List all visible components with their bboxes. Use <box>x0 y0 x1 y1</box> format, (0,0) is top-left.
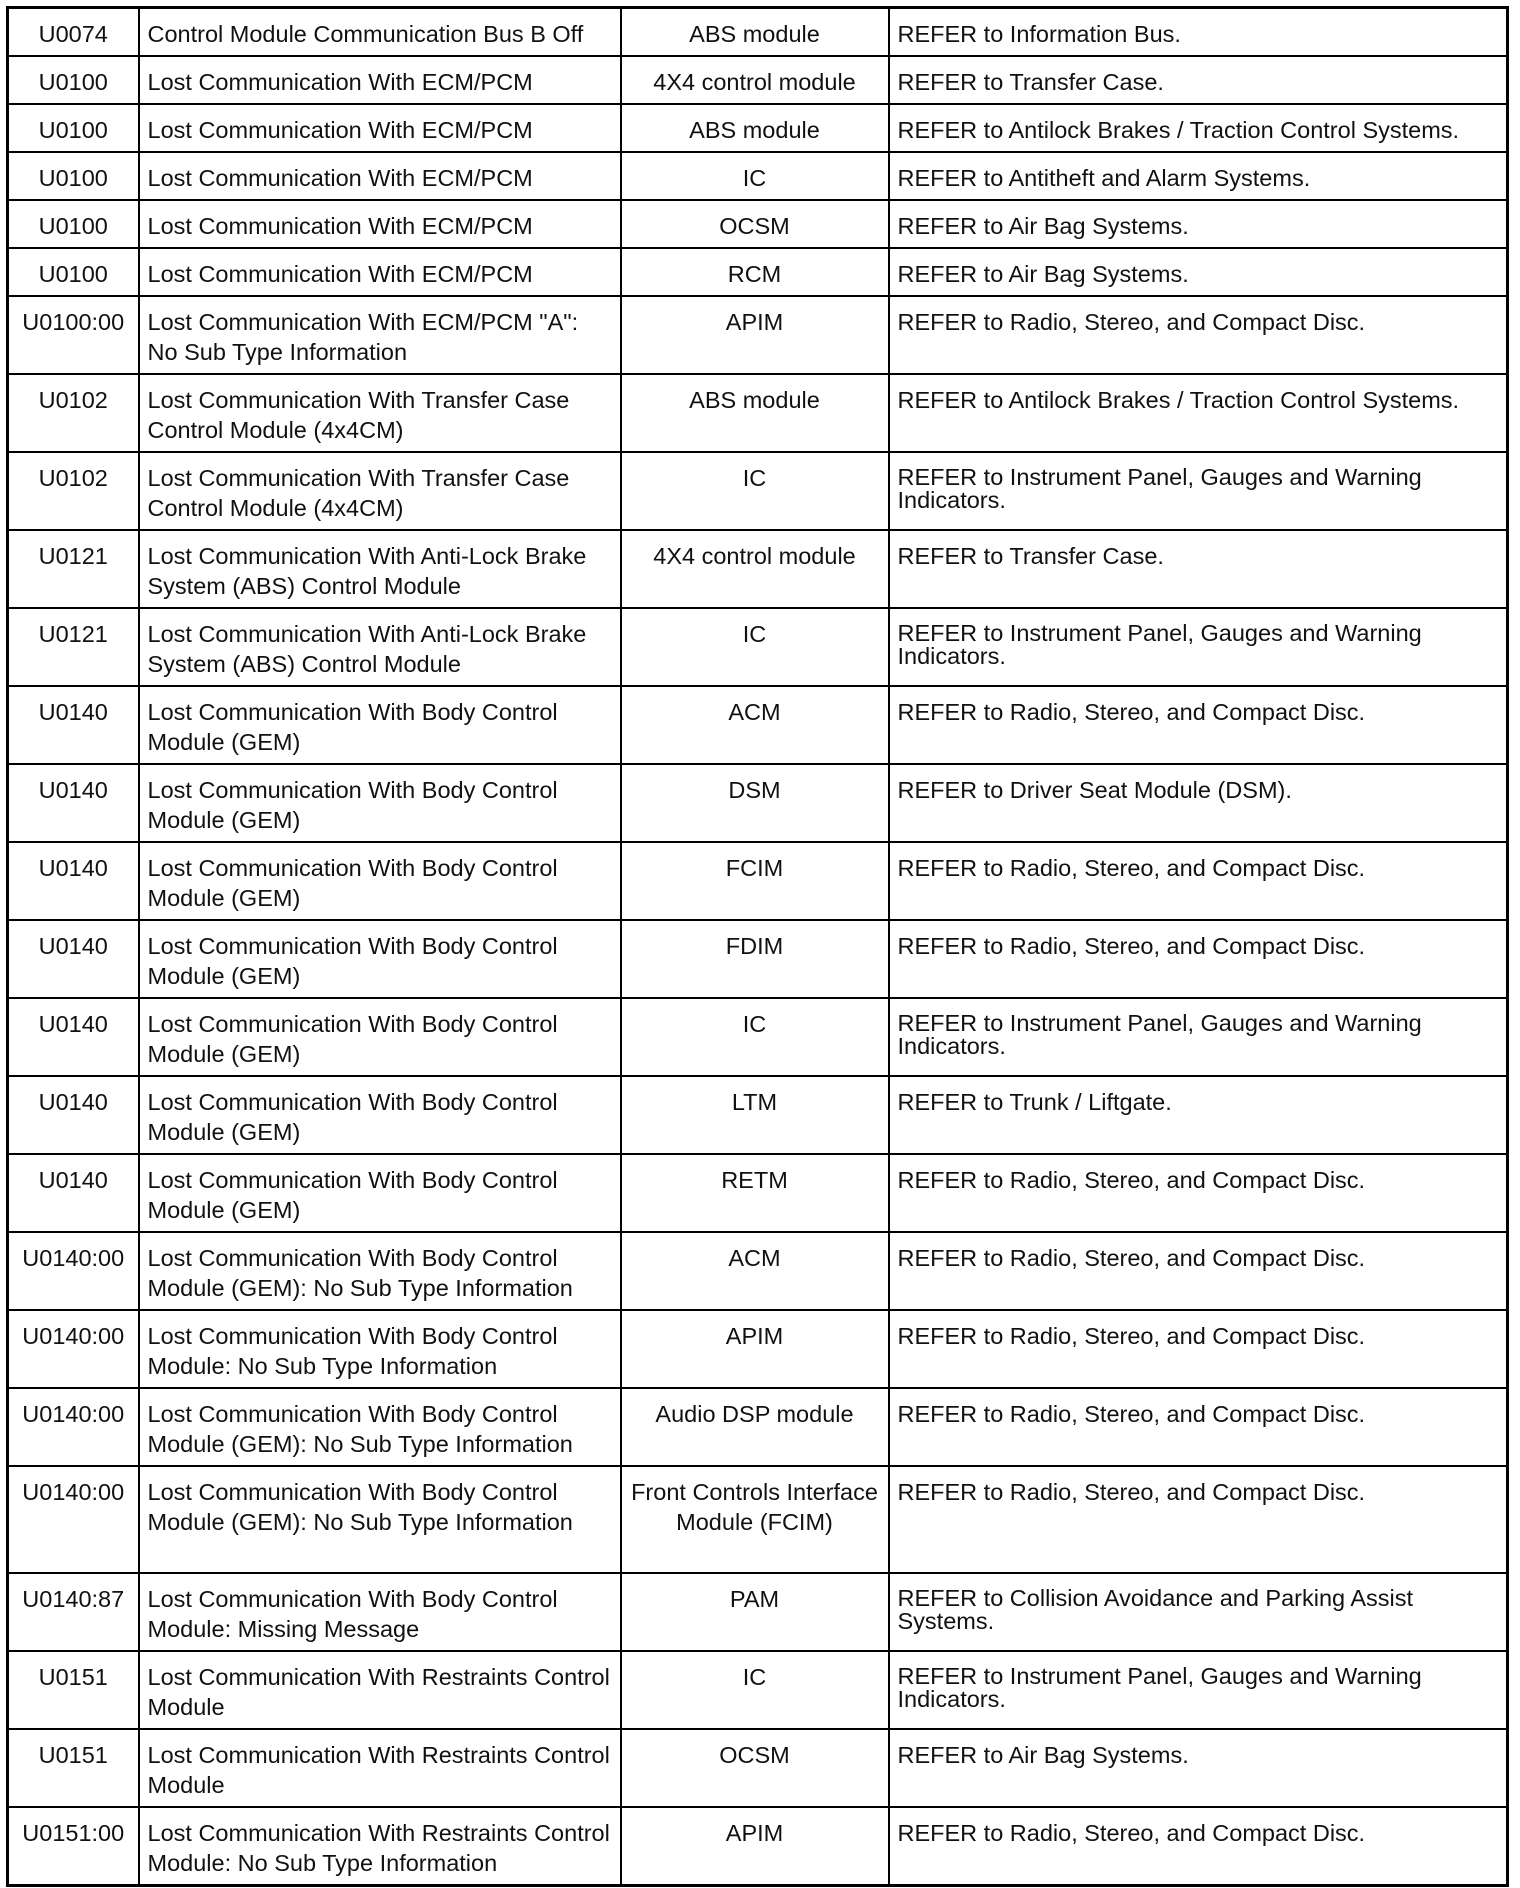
dtc-module-cell: APIM <box>621 1310 889 1388</box>
table-row <box>8 1729 1508 1807</box>
table-row <box>8 1807 1508 1886</box>
dtc-description-cell: Lost Communication With Body Control Module (GEM): No Sub Type Information <box>139 1388 621 1466</box>
dtc-action-cell: REFER to Radio, Stereo, and Compact Disc. <box>889 1232 1508 1310</box>
dtc-code-cell: U0100 <box>8 152 139 200</box>
dtc-description-cell: Lost Communication With Transfer Case Control Module (4x4CM) <box>139 374 621 452</box>
dtc-action-cell: REFER to Instrument Panel, Gauges and Warning Indicators. <box>889 1651 1508 1729</box>
dtc-code-cell: U0140:00 <box>8 1388 139 1466</box>
table-row <box>8 1651 1508 1729</box>
dtc-module-cell: FDIM <box>621 920 889 998</box>
dtc-code-cell: U0121 <box>8 530 139 608</box>
dtc-action-cell: REFER to Information Bus. <box>889 8 1508 57</box>
dtc-module-cell: ABS module <box>621 104 889 152</box>
dtc-description-cell: Lost Communication With ECM/PCM <box>139 200 621 248</box>
dtc-action-cell: REFER to Radio, Stereo, and Compact Disc. <box>889 920 1508 998</box>
dtc-code-cell: U0100 <box>8 56 139 104</box>
dtc-module-cell: DSM <box>621 764 889 842</box>
dtc-description-cell: Lost Communication With Body Control Module (GEM) <box>139 920 621 998</box>
dtc-code-cell: U0074 <box>8 8 139 57</box>
table-row <box>8 452 1508 530</box>
table-row <box>8 842 1508 920</box>
table-row <box>8 1076 1508 1154</box>
dtc-description-cell: Lost Communication With ECM/PCM <box>139 56 621 104</box>
dtc-code-cell: U0140:00 <box>8 1232 139 1310</box>
dtc-action-cell: REFER to Transfer Case. <box>889 56 1508 104</box>
table-row <box>8 1154 1508 1232</box>
dtc-action-cell: REFER to Air Bag Systems. <box>889 1729 1508 1807</box>
dtc-action-cell: REFER to Radio, Stereo, and Compact Disc. <box>889 296 1508 374</box>
dtc-code-cell: U0102 <box>8 452 139 530</box>
dtc-module-cell: ABS module <box>621 374 889 452</box>
dtc-description-cell: Lost Communication With Body Control Module (GEM) <box>139 764 621 842</box>
dtc-description-cell: Lost Communication With ECM/PCM <box>139 248 621 296</box>
dtc-description-cell: Lost Communication With ECM/PCM <box>139 152 621 200</box>
dtc-description-cell: Lost Communication With Transfer Case Control Module (4x4CM) <box>139 452 621 530</box>
dtc-code-cell: U0100 <box>8 200 139 248</box>
dtc-code-cell: U0140:87 <box>8 1573 139 1651</box>
dtc-module-cell: IC <box>621 998 889 1076</box>
dtc-code-cell: U0140:00 <box>8 1310 139 1388</box>
dtc-module-cell: Audio DSP module <box>621 1388 889 1466</box>
table-row <box>8 104 1508 152</box>
dtc-action-cell: REFER to Driver Seat Module (DSM). <box>889 764 1508 842</box>
dtc-code-cell: U0100 <box>8 248 139 296</box>
dtc-action-cell: REFER to Trunk / Liftgate. <box>889 1076 1508 1154</box>
dtc-module-cell: ACM <box>621 1232 889 1310</box>
dtc-action-cell: REFER to Antilock Brakes / Traction Control Systems. <box>889 104 1508 152</box>
dtc-module-cell: RCM <box>621 248 889 296</box>
dtc-description-cell: Lost Communication With Body Control Module: No Sub Type Information <box>139 1310 621 1388</box>
dtc-description-cell: Lost Communication With Body Control Module (GEM): No Sub Type Information <box>139 1232 621 1310</box>
dtc-description-cell: Lost Communication With Body Control Module (GEM) <box>139 686 621 764</box>
dtc-description-cell: Lost Communication With Body Control Module (GEM) <box>139 1076 621 1154</box>
dtc-code-cell: U0140 <box>8 1154 139 1232</box>
dtc-action-cell: REFER to Collision Avoidance and Parking Assist Systems. <box>889 1573 1508 1651</box>
dtc-code-cell: U0140:00 <box>8 1466 139 1573</box>
dtc-code-cell: U0121 <box>8 608 139 686</box>
dtc-code-cell: U0140 <box>8 686 139 764</box>
dtc-module-cell: APIM <box>621 1807 889 1886</box>
dtc-action-cell: REFER to Antitheft and Alarm Systems. <box>889 152 1508 200</box>
dtc-module-cell: OCSM <box>621 1729 889 1807</box>
dtc-description-cell: Lost Communication With ECM/PCM "A": No Sub Type Information <box>139 296 621 374</box>
dtc-description-cell: Lost Communication With Anti-Lock Brake System (ABS) Control Module <box>139 530 621 608</box>
dtc-description-cell: Lost Communication With Restraints Control Module <box>139 1651 621 1729</box>
dtc-action-cell: REFER to Antilock Brakes / Traction Control Systems. <box>889 374 1508 452</box>
dtc-code-cell: U0140 <box>8 1076 139 1154</box>
dtc-description-cell: Lost Communication With Anti-Lock Brake System (ABS) Control Module <box>139 608 621 686</box>
dtc-code-cell: U0102 <box>8 374 139 452</box>
dtc-module-cell: IC <box>621 152 889 200</box>
dtc-module-cell: ABS module <box>621 8 889 57</box>
dtc-module-cell: Front Controls Interface Module (FCIM) <box>621 1466 889 1573</box>
dtc-code-cell: U0151 <box>8 1729 139 1807</box>
table-row <box>8 686 1508 764</box>
table-row <box>8 248 1508 296</box>
table-row <box>8 152 1508 200</box>
dtc-description-cell: Control Module Communication Bus B Off <box>139 8 621 57</box>
dtc-description-cell: Lost Communication With ECM/PCM <box>139 104 621 152</box>
table-row <box>8 8 1508 57</box>
table-row <box>8 1573 1508 1651</box>
table-row <box>8 998 1508 1076</box>
dtc-code-cell: U0140 <box>8 842 139 920</box>
table-row <box>8 920 1508 998</box>
dtc-module-cell: OCSM <box>621 200 889 248</box>
dtc-description-cell: Lost Communication With Body Control Module (GEM) <box>139 842 621 920</box>
dtc-description-cell: Lost Communication With Body Control Module: Missing Message <box>139 1573 621 1651</box>
dtc-module-cell: 4X4 control module <box>621 530 889 608</box>
dtc-description-cell: Lost Communication With Restraints Control Module <box>139 1729 621 1807</box>
table-row <box>8 608 1508 686</box>
dtc-code-cell: U0151 <box>8 1651 139 1729</box>
dtc-code-cell: U0140 <box>8 764 139 842</box>
dtc-module-cell: IC <box>621 1651 889 1729</box>
table-row <box>8 56 1508 104</box>
table-row <box>8 1232 1508 1310</box>
dtc-code-cell: U0140 <box>8 998 139 1076</box>
dtc-action-cell: REFER to Air Bag Systems. <box>889 200 1508 248</box>
dtc-module-cell: RETM <box>621 1154 889 1232</box>
dtc-action-cell: REFER to Radio, Stereo, and Compact Disc. <box>889 1388 1508 1466</box>
dtc-description-cell: Lost Communication With Restraints Control Module: No Sub Type Information <box>139 1807 621 1886</box>
dtc-description-cell: Lost Communication With Body Control Module (GEM) <box>139 998 621 1076</box>
dtc-description-cell: Lost Communication With Body Control Module (GEM) <box>139 1154 621 1232</box>
table-row <box>8 530 1508 608</box>
dtc-description-cell: Lost Communication With Body Control Module (GEM): No Sub Type Information <box>139 1466 621 1573</box>
dtc-action-cell: REFER to Radio, Stereo, and Compact Disc. <box>889 842 1508 920</box>
dtc-table <box>6 6 1509 1887</box>
dtc-module-cell: PAM <box>621 1573 889 1651</box>
table-row <box>8 1310 1508 1388</box>
dtc-module-cell: IC <box>621 452 889 530</box>
table-row <box>8 764 1508 842</box>
dtc-action-cell: REFER to Radio, Stereo, and Compact Disc. <box>889 686 1508 764</box>
dtc-action-cell: REFER to Radio, Stereo, and Compact Disc. <box>889 1807 1508 1886</box>
dtc-code-cell: U0140 <box>8 920 139 998</box>
dtc-action-cell: REFER to Instrument Panel, Gauges and Warning Indicators. <box>889 998 1508 1076</box>
dtc-action-cell: REFER to Instrument Panel, Gauges and Warning Indicators. <box>889 452 1508 530</box>
dtc-action-cell: REFER to Instrument Panel, Gauges and Warning Indicators. <box>889 608 1508 686</box>
dtc-code-cell: U0100:00 <box>8 296 139 374</box>
dtc-action-cell: REFER to Radio, Stereo, and Compact Disc. <box>889 1310 1508 1388</box>
dtc-action-cell: REFER to Air Bag Systems. <box>889 248 1508 296</box>
dtc-action-cell: REFER to Radio, Stereo, and Compact Disc. <box>889 1466 1508 1573</box>
dtc-action-cell: REFER to Transfer Case. <box>889 530 1508 608</box>
dtc-module-cell: APIM <box>621 296 889 374</box>
dtc-module-cell: IC <box>621 608 889 686</box>
dtc-module-cell: 4X4 control module <box>621 56 889 104</box>
dtc-module-cell: LTM <box>621 1076 889 1154</box>
dtc-code-cell: U0151:00 <box>8 1807 139 1886</box>
dtc-module-cell: ACM <box>621 686 889 764</box>
dtc-table-body <box>8 8 1508 1886</box>
table-row <box>8 374 1508 452</box>
table-row <box>8 296 1508 374</box>
dtc-module-cell: FCIM <box>621 842 889 920</box>
table-row <box>8 1388 1508 1466</box>
table-row <box>8 200 1508 248</box>
table-row <box>8 1466 1508 1573</box>
dtc-action-cell: REFER to Radio, Stereo, and Compact Disc. <box>889 1154 1508 1232</box>
dtc-code-cell: U0100 <box>8 104 139 152</box>
